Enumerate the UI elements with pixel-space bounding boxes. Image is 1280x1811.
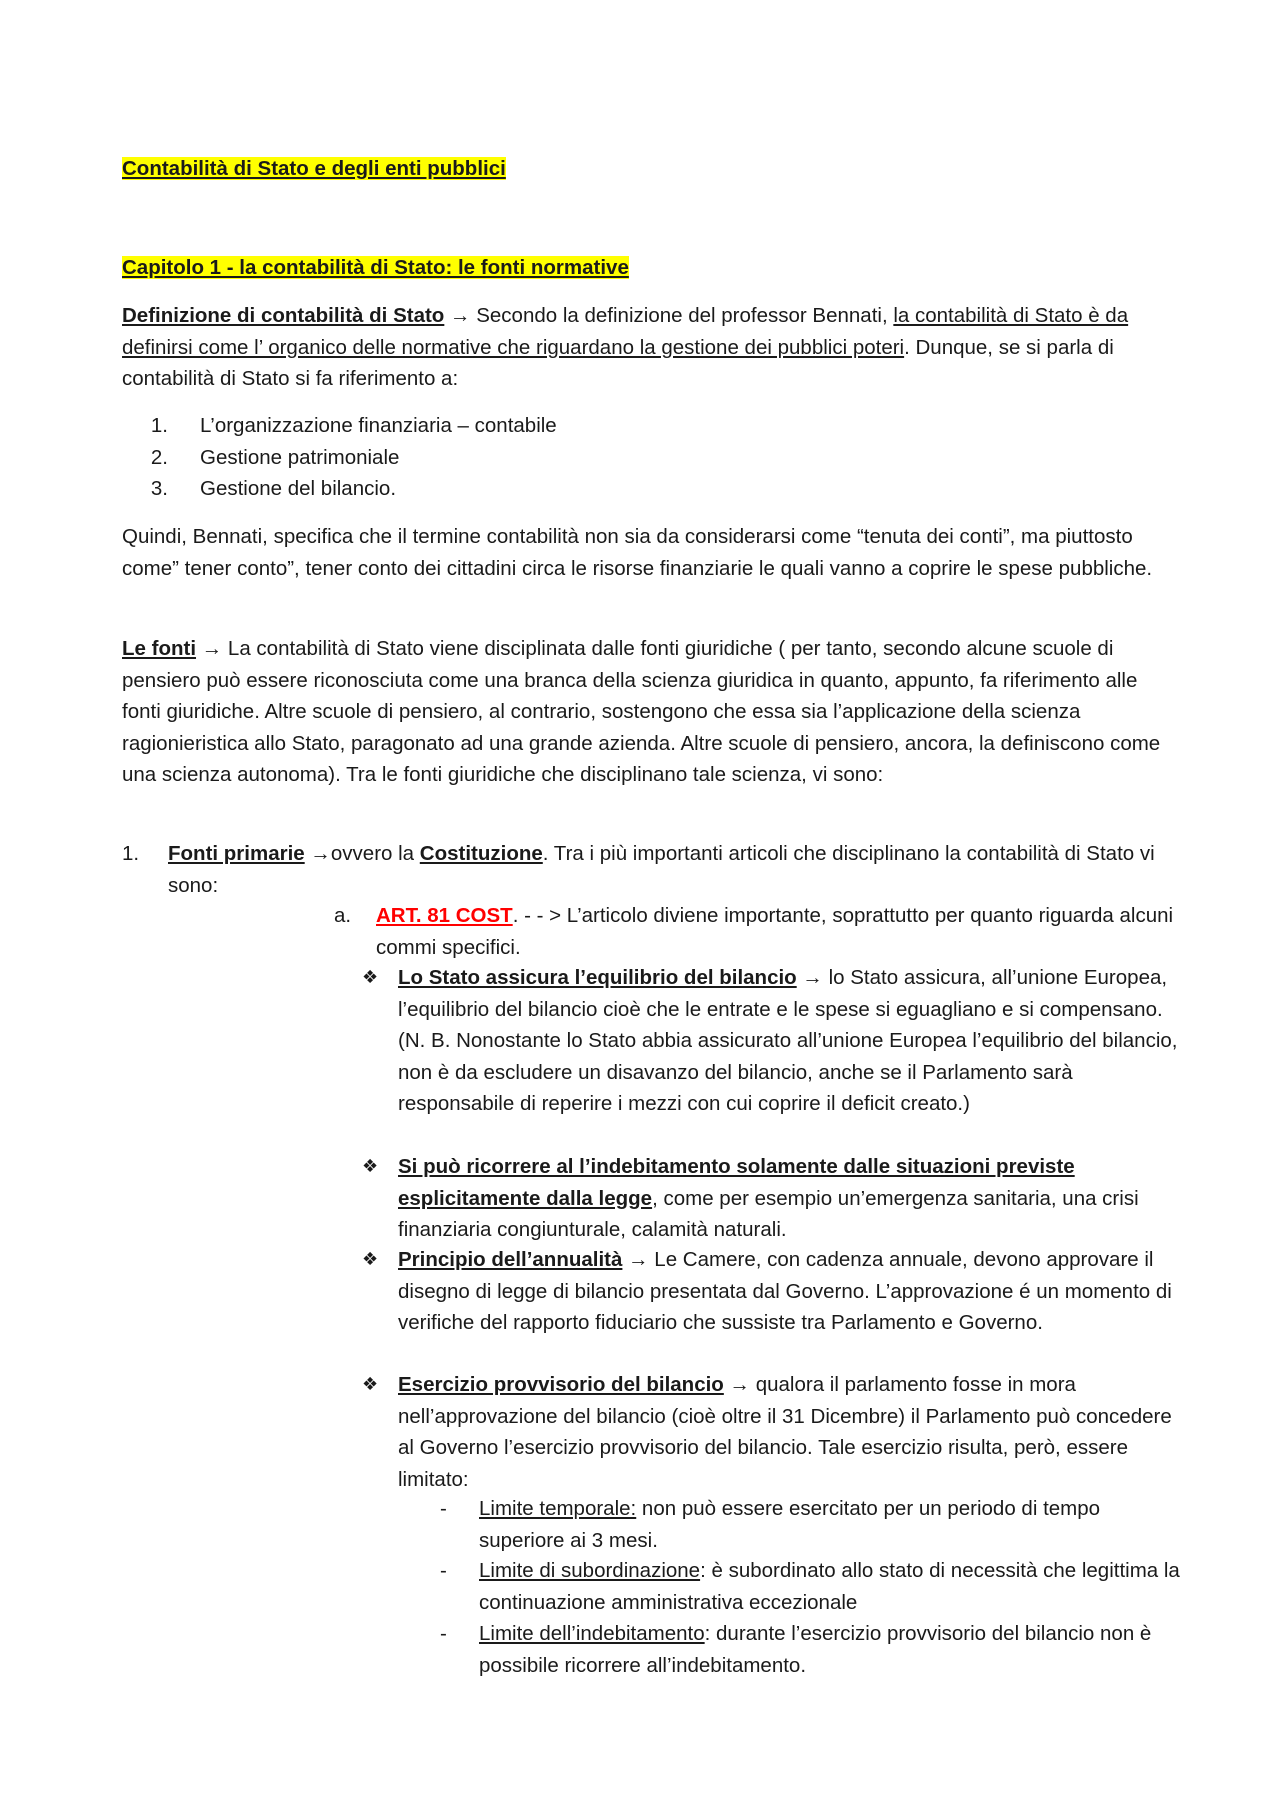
- art81-label: ART. 81 COST: [376, 904, 513, 927]
- dash-bullet-icon: -: [440, 1559, 447, 1582]
- costituzione-label: Costituzione: [419, 842, 543, 865]
- diamond-bullet-icon: ❖: [362, 1156, 379, 1176]
- list-item: 2. Gestione patrimoniale: [150, 445, 400, 469]
- diamond-bullet-icon: ❖: [362, 1374, 379, 1394]
- arrow-icon: →: [450, 304, 471, 327]
- fonti-primarie-label: Fonti primarie: [168, 842, 305, 865]
- arrow-icon: →: [729, 1373, 751, 1396]
- dash-bullet-icon: -: [440, 1497, 447, 1520]
- list-item: 3. Gestione del bilancio.: [150, 477, 397, 501]
- list-item: 1. L’organizzazione finanziaria – contabile: [150, 414, 557, 437]
- art81-item: a. ART. 81 COST. - - > L’articolo diviene importante, soprattutto per quanto riguarda alcuni commi specifici.: [334, 904, 1174, 959]
- dash-bullet-icon: -: [440, 1622, 447, 1645]
- arrow-icon: →: [310, 842, 331, 865]
- fonti-label: Le fonti: [122, 637, 197, 660]
- arrow-icon: →: [802, 966, 823, 989]
- bullet-item: ❖ Principio dell’annualità → Le Camere, con cadenza annuale, devono approvare il disegno di legge di bilancio presentata dal Governo. L’approvazione é un momento di verifiche del rapporto fiduciario che sussiste tra Parlamento e Governo.: [362, 1244, 1182, 1339]
- bullet-item: ❖ Si può ricorrere al l’indebitamento solamente dalle situazioni previste esplicitamente dalla legge, come per esempio un’emergenza sanitaria, una crisi finanziaria congiunturale, calamità naturali.: [362, 1151, 1182, 1246]
- limit-item: - Limite dell’indebitamento: durante l’esercizio provvisorio del bilancio non è possibile ricorrere all’indebitamento.: [440, 1618, 1180, 1681]
- document-title: Contabilità di Stato e degli enti pubblici: [122, 157, 506, 180]
- bullet-item: ❖ Esercizio provvisorio del bilancio → qualora il parlamento fosse in mora nell’approvazione del bilancio (cioè oltre il 31 Dicembre) il Parlamento può concedere al Governo l’esercizio provvisorio del bilancio. Tale esercizio risulta, però, essere limitato:: [362, 1369, 1182, 1495]
- limit-item: - Limite di subordinazione: è subordinato allo stato di necessità che legittima la continuazione amministrativa eccezionale: [440, 1555, 1180, 1618]
- arrow-icon: →: [201, 637, 223, 660]
- diamond-bullet-icon: ❖: [362, 967, 379, 987]
- definition-paragraph: Definizione di contabilità di Stato → Secondo la definizione del professor Bennati, la contabilità di Stato è da definirsi come l’ organico delle normative che riguardano la gestione dei pubblici poteri. Dunque, se si parla di contabilità di Stato si fa riferimento a:: [122, 304, 1129, 391]
- numbered-list: [122, 410, 1172, 505]
- fonti-primarie-item: 1. Fonti primarie →ovvero la Costituzione. Tra i più importanti articoli che disciplinano la contabilità di Stato vi sono:: [122, 842, 1155, 897]
- diamond-bullet-icon: ❖: [362, 1249, 379, 1269]
- quindi-paragraph: Quindi, Bennati, specifica che il termine contabilità non sia da considerarsi come “tenuta dei conti”, ma piuttosto come” tener conto”, tener conto dei cittadini circa le risorse finanziarie le quali vanno a coprire le spese pubbliche.: [122, 525, 1153, 580]
- definition-label: Definizione di contabilità di Stato: [122, 304, 445, 327]
- limit-item: - Limite temporale: non può essere esercitato per un periodo di tempo superiore ai 3 mesi.: [440, 1493, 1180, 1556]
- bullet-item: ❖ Lo Stato assicura l’equilibrio del bilancio → lo Stato assicura, all’unione Europea, l’equilibrio del bilancio cioè che le entrate e le spese si eguagliano e si compensano. (N. B. Nonostante lo Stato abbia assicurato all’unione Europea l’equilibrio del bilancio, non è da escludere un disavanzo del bilancio, anche se il Parlamento sarà responsabile di reperire i mezzi con cui coprire il deficit creato.): [362, 962, 1182, 1120]
- arrow-icon: →: [628, 1248, 649, 1271]
- fonti-paragraph: Le fonti → La contabilità di Stato viene disciplinata dalle fonti giuridiche ( per tanto, secondo alcune scuole di pensiero può essere riconosciuta come una branca della scienza giuridica in quanto, appunto, fa riferimento alle fonti giuridiche. Altre scuole di pensiero, al contrario, sostengono che essa sia l’applicazione della scienza ragionieristica allo Stato, paragonato ad una grande azienda. Altre scuole di pensiero, ancora, la definiscono come una scienza autonoma). Tra le fonti giuridiche che disciplinano tale scienza, vi sono:: [122, 637, 1161, 787]
- chapter-heading: Capitolo 1 - la contabilità di Stato: le fonti normative: [122, 256, 629, 279]
